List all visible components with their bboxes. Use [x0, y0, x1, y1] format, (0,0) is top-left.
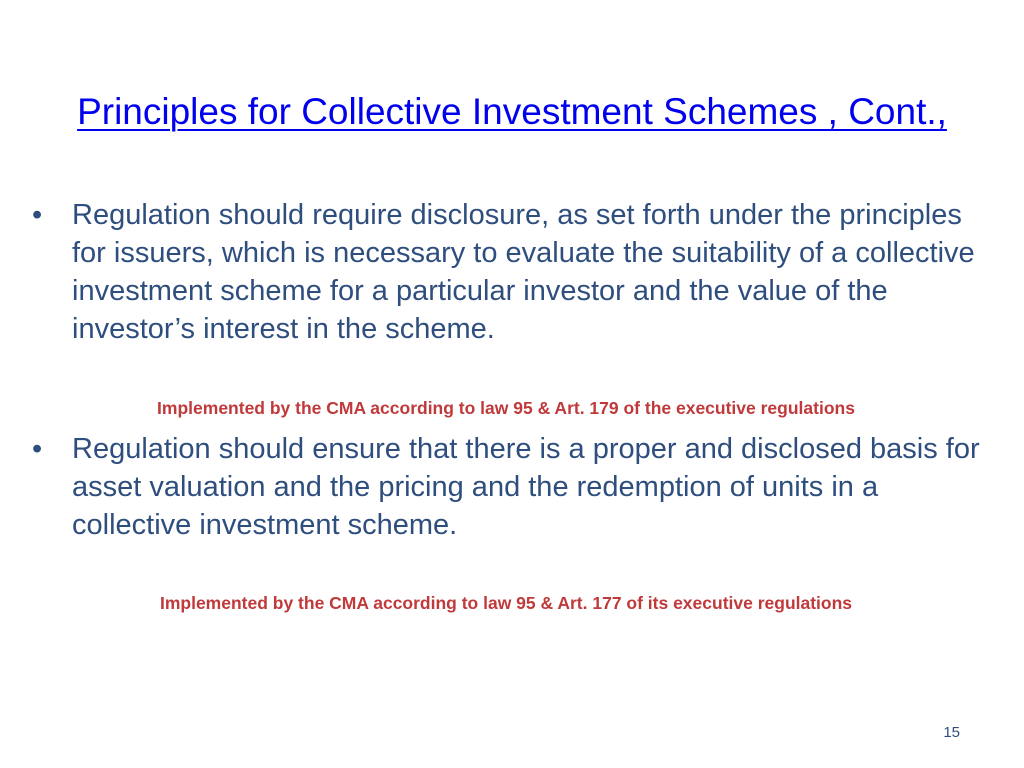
bullet-item [30, 196, 990, 348]
bullet-item [30, 430, 990, 544]
bullet-marker: • [32, 199, 43, 231]
implementation-note: Implemented by the CMA according to law 95 & Art. 177 of its executive regulations [159, 593, 853, 613]
bullet-text: Regulation should require disclosure, as set forth under the principles for issuers, which is necessary to evaluate the suitability of a collective investment scheme for a particular investor and the value of the investor’s interest in the scheme. [72, 199, 975, 345]
slide-title: Principles for Collective Investment Schemes , Cont., [77, 91, 947, 132]
implementation-note: Implemented by the CMA according to law 95 & Art. 179 of the executive regulations [157, 398, 855, 418]
page-number: 15 [943, 724, 960, 741]
bullet-marker: • [32, 433, 43, 465]
bullet-text: Regulation should ensure that there is a proper and disclosed basis for asset valuation and the pricing and the redemption of units in a collective investment scheme. [72, 433, 980, 541]
